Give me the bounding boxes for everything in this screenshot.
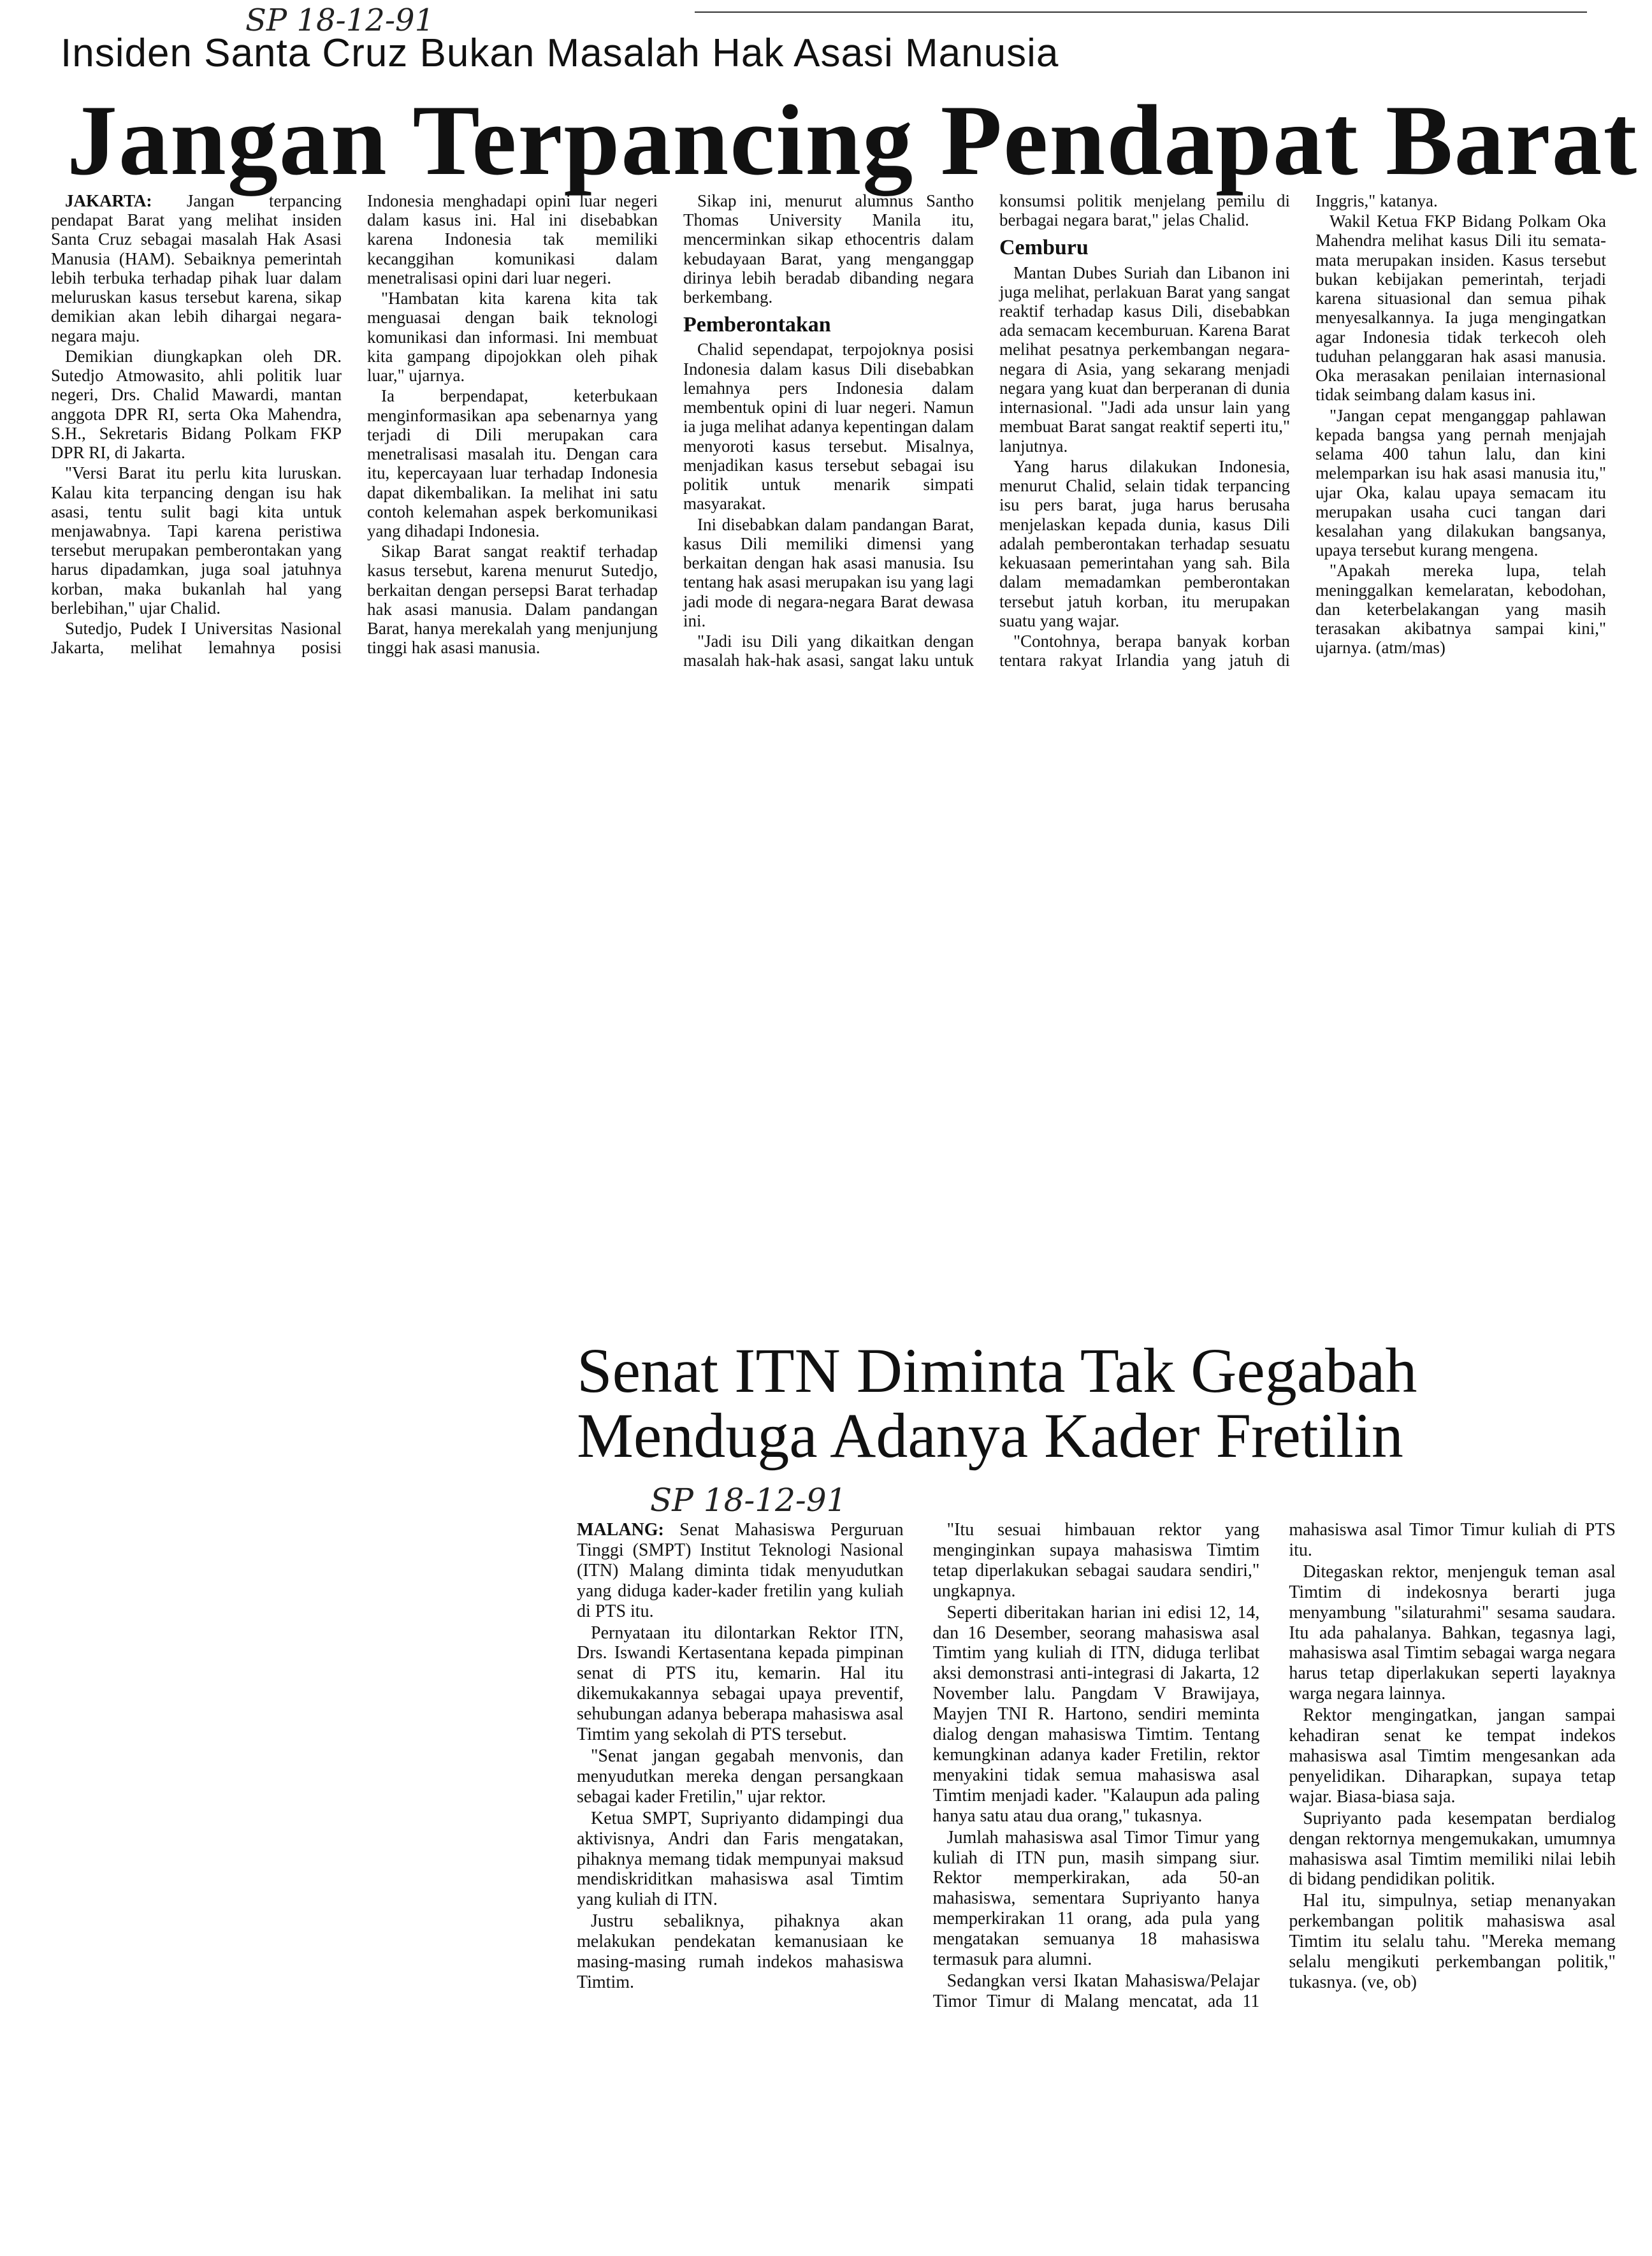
article1-kicker: Insiden Santa Cruz Bukan Masalah Hak Asasi Manusia bbox=[61, 31, 1059, 75]
article1-subheading: Cemburu bbox=[999, 236, 1089, 260]
article1-paragraph: Yang harus dilakukan Indonesia, menurut Chalid, selain tidak terpancing isu pers barat, juga harus berusaha menjelaskan kepada dunia, kasus Dili adalah pemberontakan terhadap sesuatu kekuasaan pemerintahan yang sah. Bila dalam memadamkan pemberontakan tersebut jatuh korban, itu merupakan suatu yang wajar. bbox=[999, 456, 1290, 630]
article1-paragraph: "Jadi isu Dili yang dikaitkan dengan masalah hak-hak asasi, sangat laku untuk konsumsi politik menjelang pemilu di berbagai negara barat," jelas Chalid. bbox=[683, 191, 1290, 670]
article2-paragraph: Ketua SMPT, Supriyanto didampingi dua aktivisnya, Andri dan Faris mengatakan, pihaknya memang tidak mempunyai maksud mendiskriditkan mahasiswa asal Timtim yang kuliah di ITN. bbox=[577, 1808, 904, 1910]
article1-paragraph: Chalid sependapat, terpojoknya posisi Indonesia dalam kasus Dili disebabkan lemahnya pers Indonesia dalam membentuk opini di luar negeri. Namun ia juga melihat adanya kepentingan dalam menyoroti kasus tersebut. Misalnya, menjadikan kasus tersebut sebagai isu politik untuk menarik simpati masyarakat. bbox=[683, 340, 974, 514]
article2-paragraph: "Itu sesuai himbauan rektor yang menginginkan supaya mahasiswa Timtim tetap diperlakukan sebagai saudara sendiri," ungkapnya. bbox=[932, 1520, 1260, 1601]
article2-headline bbox=[577, 1335, 1417, 1471]
article1-paragraph: Demikian diungkapkan oleh DR. Sutedjo Atmowasito, ahli politik luar negeri, Drs. Chalid Mawardi, mantan anggota DPR RI, serta Oka Mahendra, S.H., Sekretaris Bidang Polkam FKP DPR RI, di Jakarta. bbox=[51, 346, 342, 463]
handwritten-date-2: SP 18-12-91 bbox=[650, 1482, 847, 1519]
article1-paragraph: "Jangan cepat menganggap pahlawan kepada bangsa yang pernah menjajah selama 400 tahun lalu, dan kini melemparkan isu hak asasi manusia itu," ujar Oka, kalau upaya semacam itu merupakan usaha cuci tangan dari kesalahan yang dilakukan bangsanya, upaya tersebut kurang mengena. bbox=[1315, 405, 1606, 560]
article1-paragraph: Ia berpendapat, keterbukaan menginformasikan apa sebenarnya yang terjadi di Dili merupakan cara menetralisasi masalah itu. Dengan cara itu, kepercayaan luar terhadap Indonesia dapat dikembalikan. Ia melihat ini satu contoh kelemahan aspek berkomunikasi yang dihadapi Indonesia. bbox=[367, 386, 658, 540]
article1-paragraph: "Contohnya, berapa banyak korban tentara rakyat Irlandia yang jatuh di Inggris," katanya. bbox=[999, 191, 1438, 670]
article2-paragraph: Seperti diberitakan harian ini edisi 12, 14, dan 16 Desember, seorang mahasiswa asal Timtim yang kuliah di ITN, diduga terlibat aksi demonstrasi anti-integrasi di Jakarta, 12 November lalu. Pangdam V Brawijaya, Mayjen TNI R. Hartono, sendiri meminta dialog dengan mahasiswa Timtim. Tentang kemungkinan adanya kader Fretilin, rektor menyakini tidak semua mahasiswa asal Timtim menjadi kader. "Kalaupun ada paling hanya satu atau dua orang," tukasnya. bbox=[932, 1602, 1260, 1826]
article2-headline-line1: Senat ITN Diminta Tak Gegabah bbox=[577, 1335, 1417, 1406]
article2-paragraph: Ditegaskan rektor, menjenguk teman asal Timtim di indekosnya berarti juga menyambung "silaturahmi" sesama saudara. Itu ada pahalanya. Bahkan, tegasnya lagi, mahasiswa asal Timtim sebagai warga negara harus tetap diperlakukan seperti layaknya warga negara lainnya. bbox=[1289, 1561, 1616, 1704]
article2-paragraph: Sedangkan versi Ikatan Mahasiswa/Pelajar Timor Timur di Malang mencatat, ada 11 mahasiswa asal Timor Timur kuliah di PTS itu. bbox=[932, 1520, 1616, 2011]
article1-body bbox=[51, 191, 1606, 867]
article1-paragraph: "Hambatan kita karena kita tak menguasai dengan baik teknologi komunikasi dan informasi. Ini membuat kita gampang dipojokkan oleh pihak luar," ujarnya. bbox=[367, 289, 658, 386]
article1-paragraph: Wakil Ketua FKP Bidang Polkam Oka Mahendra melihat kasus Dili itu semata-mata merupakan insiden. Kasus tersebut bukan kebijakan pemerintah, terjadi karena situasional dan semua pihak menyesalkannya. Ia juga mengingatkan agar Indonesia tidak terkecoh oleh tuduhan pelanggaran hak asasi manusia. Oka merasakan penilaian internasional tidak seimbang dalam kasus ini. bbox=[1315, 212, 1606, 405]
article1-paragraph: "Versi Barat itu perlu kita luruskan. Kalau kita terpancing dengan isu hak asasi, tentu sulit bagi kita untuk menjawabnya. Tapi karena peristiwa tersebut merupakan pemberontakan yang harus dipadamkan, juga soal jatuhnya korban, maka bukanlah hal yang berlebihan," ujar Chalid. bbox=[51, 463, 342, 618]
article2-paragraph: Pernyataan itu dilontarkan Rektor ITN, Drs. Iswandi Kertasentana kepada pimpinan senat di PTS itu, kemarin. Hal itu dikemukakannya sebagai upaya preventif, sehubungan adanya beberapa mahasiswa asal Timtim yang sekolah di PTS tersebut. bbox=[577, 1623, 904, 1745]
article1-headline: Jangan Terpancing Pendapat Barat bbox=[67, 85, 1639, 196]
article2-dateline: MALANG: bbox=[577, 1520, 664, 1540]
top-rule bbox=[695, 11, 1587, 13]
article2-paragraph: Hal itu, simpulnya, setiap menanyakan perkembangan politik mahasiswa asal Timtim itu selalu tahu. "Mereka memang selalu mengikuti perkembangan politik," tukasnya. (ve, ob) bbox=[1289, 1891, 1616, 1992]
article1-paragraph: Sutedjo, Pudek I Universitas Nasional Jakarta, melihat lemahnya posisi Indonesia menghadapi opini luar negeri dalam kasus ini. Hal ini disebabkan karena Indonesia tak memiliki kecanggihan komunikasi dalam menetralisasi opini dari luar negeri. bbox=[51, 191, 658, 658]
article1-paragraph: Ini disebabkan dalam pandangan Barat, kasus Dili memiliki dimensi yang berkaitan dengan hak asasi manusia. Isu tentang hak asasi merupakan isu yang lagi jadi mode di negara-negara Barat dewasa ini. bbox=[683, 514, 974, 630]
article2-body bbox=[577, 1520, 1616, 2221]
article1-paragraph: "Apakah mereka lupa, telah meninggalkan kemelaratan, kebodohan, dan keterbelakangan yang masih terasakan akibatnya sampai kini," ujarnya. (atm/mas) bbox=[1315, 561, 1606, 658]
article2-paragraph: "Senat jangan gegabah menvonis, dan menyudutkan mereka dengan persangkaan sebagai kader Fretilin," ujar rektor. bbox=[577, 1746, 904, 1807]
article1-subheading: Pemberontakan bbox=[683, 313, 831, 337]
article2-paragraph: Jumlah mahasiswa asal Timor Timur yang kuliah di ITN pun, masih simpang siur. Rektor memperkirakan, ada 50-an mahasiswa, sementara Supriyanto hanya memperkirakan 11 orang, ada pula yang mengatakan semuanya 18 mahasiswa termasuk para alumni. bbox=[932, 1827, 1260, 1970]
article2-paragraph: MALANG: Senat Mahasiswa Perguruan Tinggi (SMPT) Institut Teknologi Nasional (ITN) Malang diminta tidak menyudutkan yang diduga kader-kader fretilin yang kuliah di PTS itu. bbox=[577, 1520, 904, 1621]
article2-paragraph: Rektor mengingatkan, jangan sampai kehadiran senat ke tempat indekos mahasiswa asal Timtim mengesankan ada penyelidikan. Diharapkan, supaya tetap wajar. Biasa-biasa saja. bbox=[1289, 1705, 1616, 1807]
handwritten-date: SP 18-12-91 bbox=[245, 3, 435, 38]
article1-paragraph: JAKARTA: Jangan terpancing pendapat Barat yang melihat insiden Santa Cruz sebagai masalah Hak Asasi Manusia (HAM). Sebaiknya pemerintah lebih terbuka terhadap pihak luar dalam meluruskan kasus tersebut karena, sikap demikian akan lebih dihargai negara-negara maju. bbox=[51, 191, 342, 345]
article1-dateline: JAKARTA: bbox=[65, 191, 152, 210]
article2-headline-line2: Menduga Adanya Kader Fretilin bbox=[577, 1400, 1403, 1471]
article2-paragraph: Supriyanto pada kesempatan berdialog dengan rektornya mengemukakan, umumnya mahasiswa asal Timtim memiliki nilai lebih di bidang pendidikan politik. bbox=[1289, 1808, 1616, 1890]
article1-paragraph: Sikap Barat sangat reaktif terhadap kasus tersebut, karena menurut Sutedjo, berkaitan dengan persepsi Barat terhadap hak asasi manusia. Dalam pandangan Barat, hanya merekalah yang menjunjung tinggi hak asasi manusia. bbox=[367, 542, 658, 658]
article2-paragraph: Justru sebaliknya, pihaknya akan melakukan pendekatan kemanusiaan ke masing-masing rumah indekos mahasiswa Timtim. bbox=[577, 1911, 904, 1992]
article1-paragraph: Sikap ini, menurut alumnus Santho Thomas University Manila itu, mencerminkan sikap ethocentris dalam kebudayaan Barat, yang menganggap dirinya lebih beradab dibanding negara berkembang. bbox=[683, 191, 974, 307]
article1-paragraph: Mantan Dubes Suriah dan Libanon ini juga melihat, perlakuan Barat yang sangat reaktif terhadap kasus Dili, disebabkan ada semacam kecemburuan. Karena Barat melihat pesatnya perkembangan negara-negara di Asia, yang sekarang menjadi negara yang kuat dan berperanan di dunia internasional. "Jadi ada unsur lain yang membuat Barat sangat reaktif seperti itu," lanjutnya. bbox=[999, 263, 1290, 456]
